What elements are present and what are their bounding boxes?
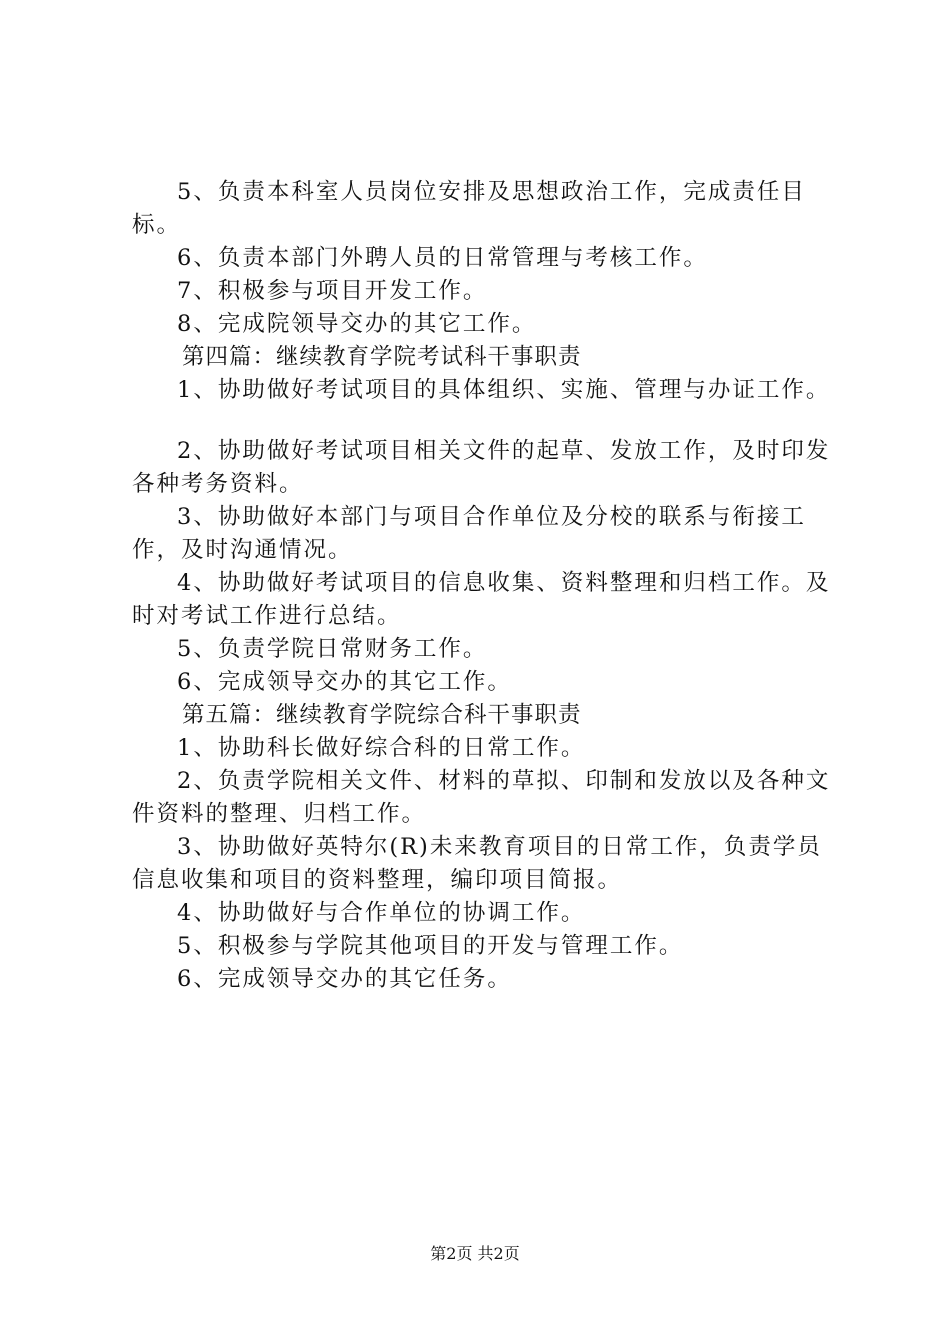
paragraph: 2、负责学院相关文件、材料的草拟、印制和发放以及各种文件资料的整理、归档工作。 [132,768,831,827]
paragraph: 5、负责学院日常财务工作。 [177,636,488,662]
paragraph: 1、协助做好考试项目的具体组织、实施、管理与办证工作。 [177,377,831,403]
document-body [132,176,832,996]
paragraph: 7、积极参与项目开发工作。 [177,278,488,304]
section-heading-5: 第五篇：继续教育学院综合科干事职责 [182,702,582,728]
paragraph: 3、协助做好本部门与项目合作单位及分校的联系与衔接工作，及时沟通情况。 [132,504,806,563]
paragraph: 5、负责本科室人员岗位安排及思想政治工作，完成责任目标。 [132,179,806,238]
paragraph: 8、完成院领导交办的其它工作。 [177,311,537,337]
paragraph: 4、协助做好与合作单位的协调工作。 [177,900,586,926]
paragraph: 1、协助科长做好综合科的日常工作。 [177,735,586,761]
paragraph: 6、完成领导交办的其它任务。 [177,966,512,992]
paragraph: 3、协助做好英特尔(R)未来教育项目的日常工作，负责学员信息收集和项目的资料整理，编印项目简报。 [132,834,822,893]
paragraph: 6、完成领导交办的其它工作。 [177,669,512,695]
blank-line [132,407,832,435]
section-heading-4: 第四篇：继续教育学院考试科干事职责 [182,344,582,370]
paragraph: 2、协助做好考试项目相关文件的起草、发放工作，及时印发各种考务资料。 [132,438,831,497]
paragraph: 6、负责本部门外聘人员的日常管理与考核工作。 [177,245,708,271]
paragraph: 5、积极参与学院其他项目的开发与管理工作。 [177,933,684,959]
paragraph: 4、协助做好考试项目的信息收集、资料整理和归档工作。及时对考试工作进行总结。 [132,570,831,629]
page-footer: 第2页 共2页 [430,1244,520,1263]
